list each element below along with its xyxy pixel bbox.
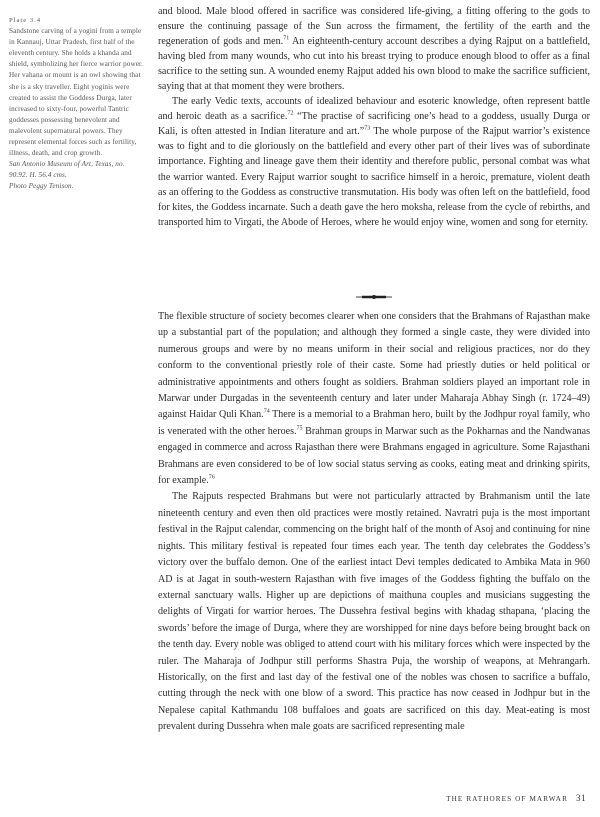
footnote-ref: 73 (364, 126, 371, 133)
footnote-ref: 75 (296, 425, 303, 432)
page-footer (446, 793, 586, 803)
text-run: and blood. Male blood offered in sacrifice was considered life-giving, a fitting offering to the gods to ensure the continuing passage of the Sun across the firmament, the fertility of the earth and the regeneration of gods and men. (158, 6, 590, 48)
footnote-ref: 72 (287, 110, 294, 117)
plate-caption (9, 15, 144, 193)
paragraph (158, 4, 590, 94)
photo-credit: Photo Peggy Tenison. (9, 182, 74, 191)
main-text-top (158, 4, 590, 230)
paragraph: The Rajputs respected Brahmans but were not particularly attracted by Brahmanism until the late nineteenth century and even then old practices were mostly retained. Navratri puja is the most important festival in the Rajput calendar, commencing on the bright half of the month of Asoj and continuing for nine nights. This military festival is repeated four times each year. The tenth day celebrates the Goddess’s victory over the buffalo demon. One of the earliest intact Devi temples dedicated to Ambika Mata in 960 AD is at Jagat in south-western Rajasthan with five images of the Goddess fighting the buffalo on the external sanctuary walls. Higher up are depictions of maithuna couples and musicians suggesting the delights of Virgati for warrior heroes. The Dussehra festival begins with khadag sthapana, ‘placing the swords’ before the image of Durga, where they are worshipped for nine days before being brought back on the tenth day. Every noble was obliged to attend court with his military forces which were inspected by the ruler. The Maharaja of Jodhpur still performs Shastra Puja, the worship of weapons, at Mehrangarh. Historically, on the first and last day of the festival one of the nobles was chosen to sacrifice a buffalo, cutting through the neck with one blow of a sword. This practice has now ceased in Jodhpur but in the Nepalese capital Kathmandu 108 buffaloes and goats are sacrificed on this day. Meat-eating is most prevalent during Dussehra when male goats are sacrificed representing male (158, 491, 590, 733)
page-number: 31 (576, 793, 586, 803)
ornament-icon (354, 293, 394, 301)
footnote-ref: 71 (283, 35, 290, 42)
paragraph (158, 94, 590, 229)
caption-text: Sandstone carving of a yogini from a temple in Kannauj, Uttar Pradesh, first half of the eleventh century. She holds a khanda and shield, symbolizing her fierce warrior power. Her vahana or mount is an owl showing that she is a sky traveller. Eight yoginis were created to assist the Goddess Durga, later increased to sixty-four, powerful Tantric goddesses possessing benevolent and malevolent supernatural powers. They represent elemental forces such as fertility, illness, death, and crop growth. (9, 27, 144, 158)
caption-credit: San Antonio Museum of Art, Texas, no. 90.92. H. 56.4 cms. (9, 160, 125, 180)
text-run: Brahman groups in Marwar such as the Pokharnas and the Nandwanas engaged in commerce and across Rajasthan there were Brahmans engaged in agriculture. Some Rajasthani Brahmans are even considered to be of low social status serving as cooks, eating meat and drinking spirits, for example. (158, 425, 590, 487)
footnote-ref: 76 (208, 474, 215, 481)
main-text-bottom (158, 309, 590, 736)
text-run: An eighteenth-century account describes a dying Rajput on a battlefield, having bled from many wounds, who cut into his breast trying to produce enough blood to offer as a final sacrifice to the setting sun. A wounded enemy Rajput added his own blood to make the sacrifice sufficient, saying that at that moment they were brothers. (158, 36, 590, 93)
text-run: The whole purpose of the Rajput warrior’s existence was to fight and to die gloriously on the battlefield and every other part of their lives was of subordinate importance. Fighting and lineage gave them their identity and therefore public, personal combat was what the warrior wanted. Every Rajput warrior sought to sacrifice himself in a heroic, premature, violent death as an offering to the Goddess as constructive transmutation. His body was often left on the battlefield, food for kites, the Goddess incarnate. Such a death gave the hero moksha, release from the cycle of rebirths, and transported him to Virgati, the Abode of Heroes, where he would enjoy wine, women and song for eternity. (158, 126, 590, 228)
paragraph (158, 309, 590, 489)
footnote-ref: 74 (263, 409, 270, 416)
text-run: “The practise of sacrificing one’s head to a goddess, usually Durga or Kali, is often attested in Indian literature and art.” (158, 111, 590, 138)
section-divider (158, 293, 590, 301)
text-run: The early Vedic texts, accounts of idealized behaviour and esoteric knowledge, often represent battle and heroic death as a sacrifice. (158, 96, 590, 123)
text-run: There is a memorial to a Brahman hero, built by the Jodhpur royal family, who is venerated with the other heroes. (158, 409, 590, 437)
running-head: THE RATHORES OF MARWAR (446, 795, 568, 803)
plate-label: Plate 3.4 (9, 17, 42, 24)
text-run: The flexible structure of society becomes clearer when one considers that the Brahmans of Rajasthan make up a substantial part of the population; and although they formed a single caste, they were divided into numerous groups and were by no means uniform in their social and religious practices, nor do they conform to the conventional priestly role of their caste. Some had priestly duties or held political or administrative appointments and others fought as soldiers. Brahman soldiers played an important role in Marwar under Durgadas in the seventeenth century and later under Maharaja Abhay Singh (r. 1724–49) against Haidar Quli Khan. (158, 311, 590, 421)
